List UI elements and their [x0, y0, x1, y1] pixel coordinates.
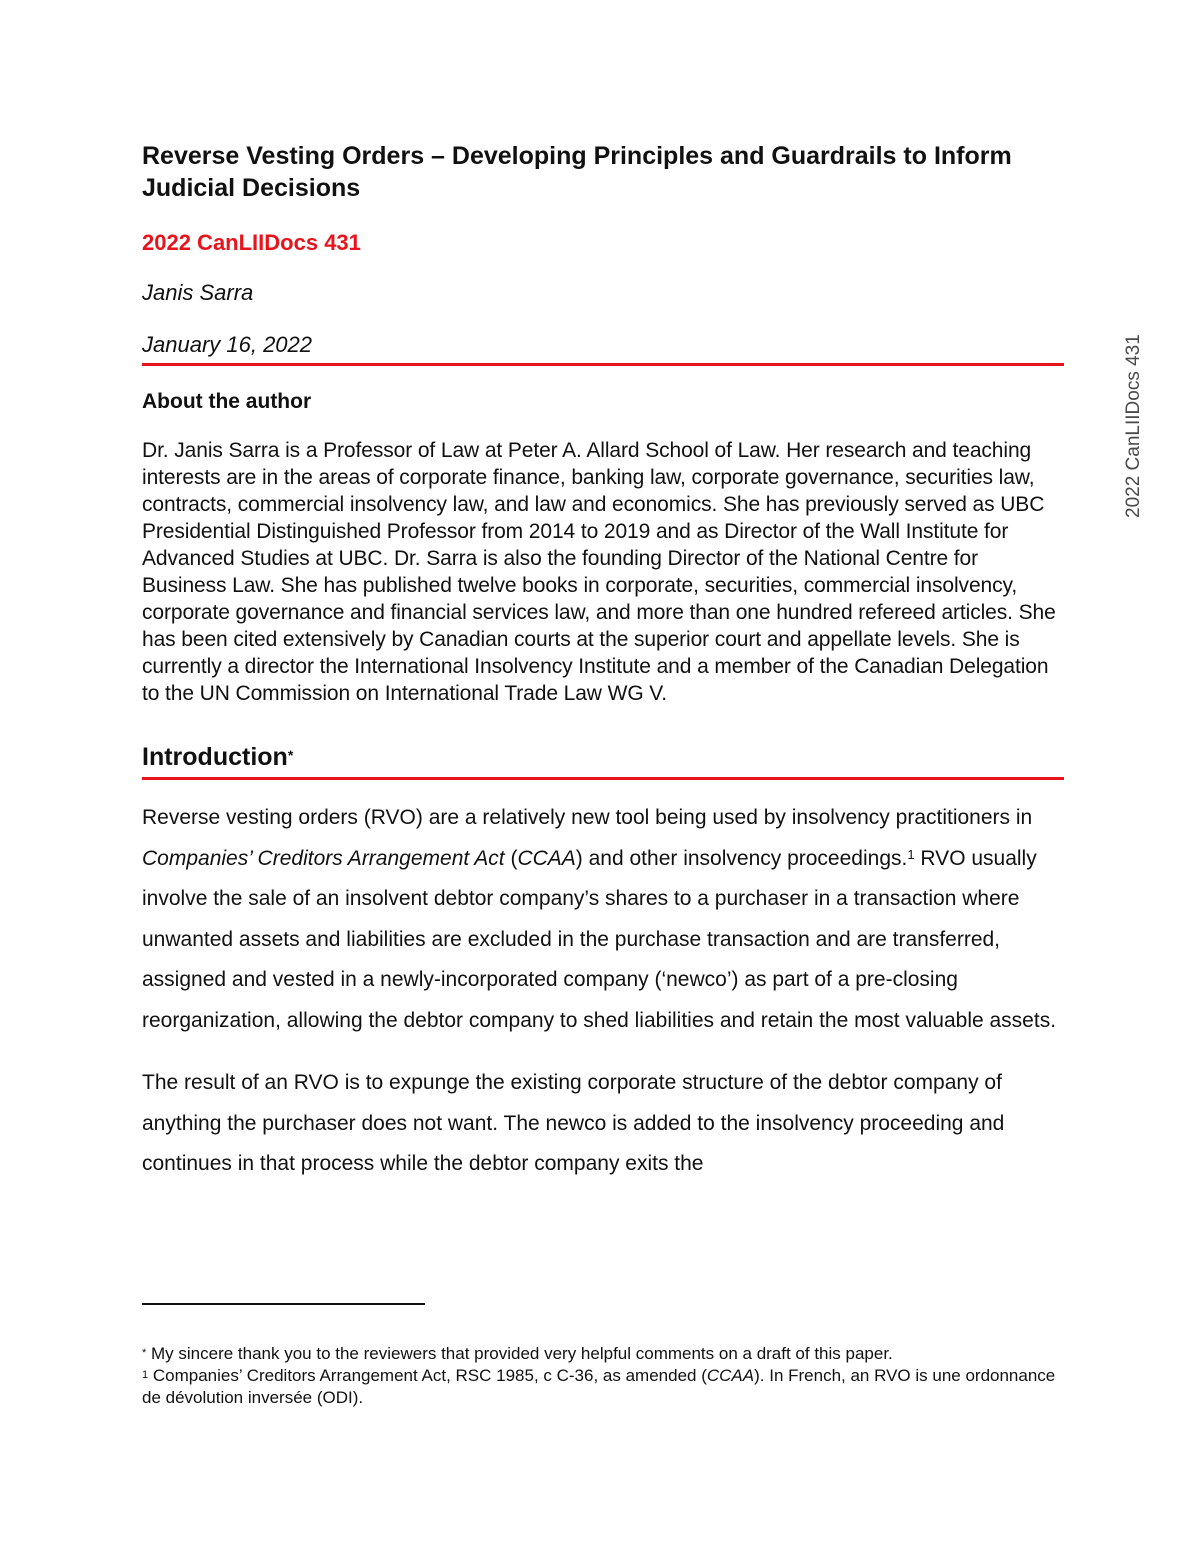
footnote-1-text-a: Companies’ Creditors Arrangement Act, RSC 1985, c C-36, as amended ( — [148, 1366, 707, 1385]
footnote-star-text: My sincere thank you to the reviewers that provided very helpful comments on a draft of this paper. — [146, 1344, 893, 1363]
introduction-footnote-mark: * — [287, 747, 294, 763]
footnote-star — [142, 1343, 1064, 1365]
footnote-1-ccaa: CCAA — [706, 1366, 755, 1385]
introduction-divider — [142, 777, 1064, 780]
header-divider — [142, 363, 1064, 366]
introduction-heading-text: Introduction — [142, 743, 288, 771]
paper-title: Reverse Vesting Orders – Developing Principles and Guardrails to Inform Judicial Decisions — [142, 142, 1012, 202]
citation-id: 2022 CanLIIDocs 431 — [142, 230, 361, 255]
about-heading: About the author — [142, 390, 312, 413]
p1-ccaa-abbrev: CCAA — [517, 846, 576, 870]
footnotes — [142, 1343, 1064, 1409]
publication-date: January 16, 2022 — [142, 332, 313, 357]
introduction-paragraph-1 — [142, 798, 1064, 1041]
side-watermark: 2022 CanLIIDocs 431 — [1123, 334, 1144, 518]
footnote-1-text-b: ). In French, an RVO is une ordonnance de dévolution inversée (ODI). — [142, 1366, 1056, 1407]
introduction-paragraph-2: The result of an RVO is to expunge the existing corporate structure of the debtor company of anything the purchaser does not want. The newco is added to the insolvency proceeding and continues in that process while the debtor company exits the — [142, 1071, 1005, 1175]
footnote-separator — [142, 1303, 425, 1305]
main-content — [142, 140, 1064, 1185]
footnote-1 — [142, 1365, 1064, 1409]
p1-text-c: ) and other insolvency proceedings. — [575, 846, 908, 870]
introduction-heading — [142, 741, 1064, 773]
p1-text-b: ( — [504, 846, 518, 870]
about-paragraph: Dr. Janis Sarra is a Professor of Law at Peter A. Allard School of Law. Her research and teaching interests are in the areas of corporate finance, banking law, corporate governance, securities law, contracts, commercial insolvency law, and law and economics. She has previously served as UBC Presidential Distinguished Professor from 2014 to 2019 and as Director of the Wall Institute for Advanced Studies at UBC. Dr. Sarra is also the founding Director of the National Centre for Business Law. She has published twelve books in corporate, securities, commercial insolvency, corporate governance and financial services law, and more than one hundred refereed articles. She has been cited extensively by Canadian courts at the superior court and appellate levels. She is currently a director the International Insolvency Institute and a member of the Canadian Delegation to the UN Commission on International Trade Law WG V. — [142, 439, 1056, 705]
footnote-ref-1[interactable]: 1 — [907, 846, 915, 862]
footnote-star-mark: * — [142, 1347, 147, 1359]
p1-act-title: Companies’ Creditors Arrangement Act — [142, 846, 505, 870]
author-name: Janis Sarra — [142, 280, 254, 305]
footnote-1-mark: 1 — [142, 1369, 149, 1381]
p1-text-d: RVO usually involve the sale of an insolvent debtor company’s shares to a purchaser in a transaction where unwanted assets and liabilities are excluded in the purchase transaction and are transferred, assigned and vested in a newly-incorporated company (‘newco’) as part of a pre-closing reorganization, allowing the debtor company to shed liabilities and retain the most valuable assets. — [142, 846, 1057, 1032]
p1-text-a: Reverse vesting orders (RVO) are a relatively new tool being used by insolvency practitioners in — [142, 806, 1033, 829]
